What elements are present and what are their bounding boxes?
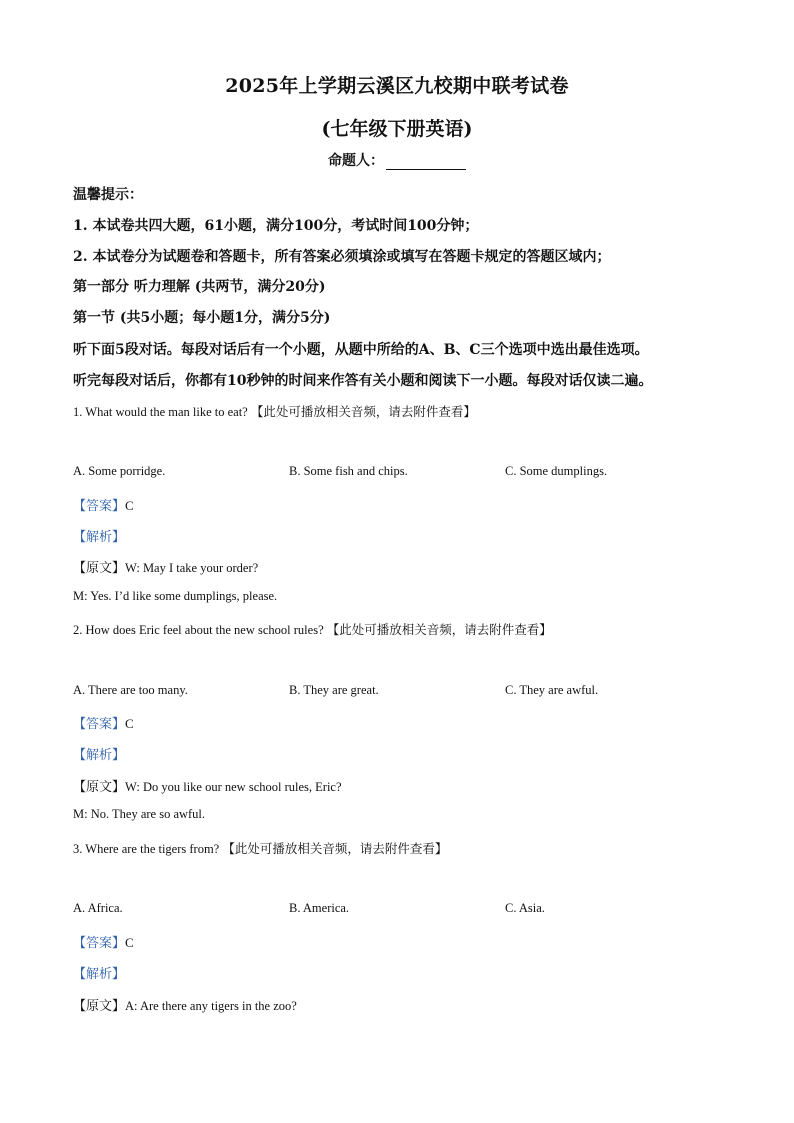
question-stem — [73, 839, 447, 857]
answer-line — [73, 713, 134, 732]
analysis-line — [73, 526, 125, 545]
instruction-line-2: 听完每段对话后，你都有10秒钟的时间来作答有关小题和阅读下一小题。每段对话仅读二遍。 — [73, 373, 653, 389]
answer-value: C — [125, 716, 134, 731]
author-line — [0, 150, 794, 170]
option-b: B. They are great. — [289, 683, 379, 697]
question-text: 2. How does Eric feel about the new school rules? — [73, 623, 324, 637]
notice-item-1: 1. 本试卷共四大题，61小题，满分100分，考试时间100分钟； — [73, 218, 479, 234]
answer-line — [73, 495, 134, 514]
original-text: W: Do you like our new school rules, Eric? — [125, 780, 342, 794]
answer-line — [73, 932, 134, 951]
original-text-line — [73, 557, 258, 576]
question-text: 1. What would the man like to eat? — [73, 405, 248, 419]
question-stem — [73, 402, 476, 420]
page-title: 2025年上学期云溪区九校期中联考试卷 — [225, 75, 569, 97]
answer-label: 【答案】 — [73, 717, 126, 732]
instruction-line-1: 听下面5段对话。每段对话后有一个小题，从题中所给的A、B、C三个选项中选出最佳选项。 — [73, 342, 649, 358]
section-sub-heading: 第一节 (共5小题；每小题1分，满分5分) — [73, 310, 331, 326]
analysis-line — [73, 744, 125, 763]
answer-label: 【答案】 — [73, 499, 126, 514]
option-a: A. Africa. — [73, 901, 123, 915]
option-b: B. Some fish and chips. — [289, 464, 408, 478]
audio-note: 【此处可播放相关音频，请去附件查看】 — [250, 404, 476, 419]
original-text-line — [73, 776, 342, 795]
option-a: A. Some porridge. — [73, 464, 166, 478]
original-text-line — [73, 995, 297, 1014]
original-label: 【原文】 — [73, 780, 126, 795]
author-label: 命题人： — [328, 153, 384, 169]
answer-value: C — [125, 935, 134, 950]
original-text-line: M: Yes. I’d like some dumplings, please. — [73, 589, 278, 603]
answer-label: 【答案】 — [73, 936, 126, 951]
option-c: C. They are awful. — [505, 683, 599, 697]
option-a: A. There are too many. — [73, 683, 188, 697]
analysis-label: 【解析】 — [73, 967, 126, 982]
author-blank — [386, 155, 466, 170]
question-text: 3. Where are the tigers from? — [73, 842, 220, 856]
audio-note: 【此处可播放相关音频，请去附件查看】 — [326, 622, 552, 637]
section-part-heading: 第一部分 听力理解 (共两节，满分20分) — [73, 279, 326, 295]
page-subtitle: (七年级下册英语) — [321, 118, 473, 140]
option-c: C. Asia. — [505, 901, 545, 915]
original-text-line: M: No. They are so awful. — [73, 807, 206, 821]
option-b: B. America. — [289, 901, 350, 915]
analysis-line — [73, 963, 125, 982]
original-text: A: Are there any tigers in the zoo? — [125, 999, 297, 1013]
audio-note: 【此处可播放相关音频，请去附件查看】 — [222, 841, 448, 856]
analysis-label: 【解析】 — [73, 748, 126, 763]
analysis-label: 【解析】 — [73, 530, 126, 545]
notice-item-2: 2. 本试卷分为试题卷和答题卡，所有答案必须填涂或填写在答题卡规定的答题区域内； — [73, 249, 611, 265]
answer-value: C — [125, 498, 134, 513]
notice-heading: 温馨提示： — [73, 187, 143, 203]
original-label: 【原文】 — [73, 999, 126, 1014]
question-stem — [73, 620, 552, 638]
original-text: W: May I take your order? — [125, 561, 259, 575]
option-c: C. Some dumplings. — [505, 464, 608, 478]
original-label: 【原文】 — [73, 561, 126, 576]
